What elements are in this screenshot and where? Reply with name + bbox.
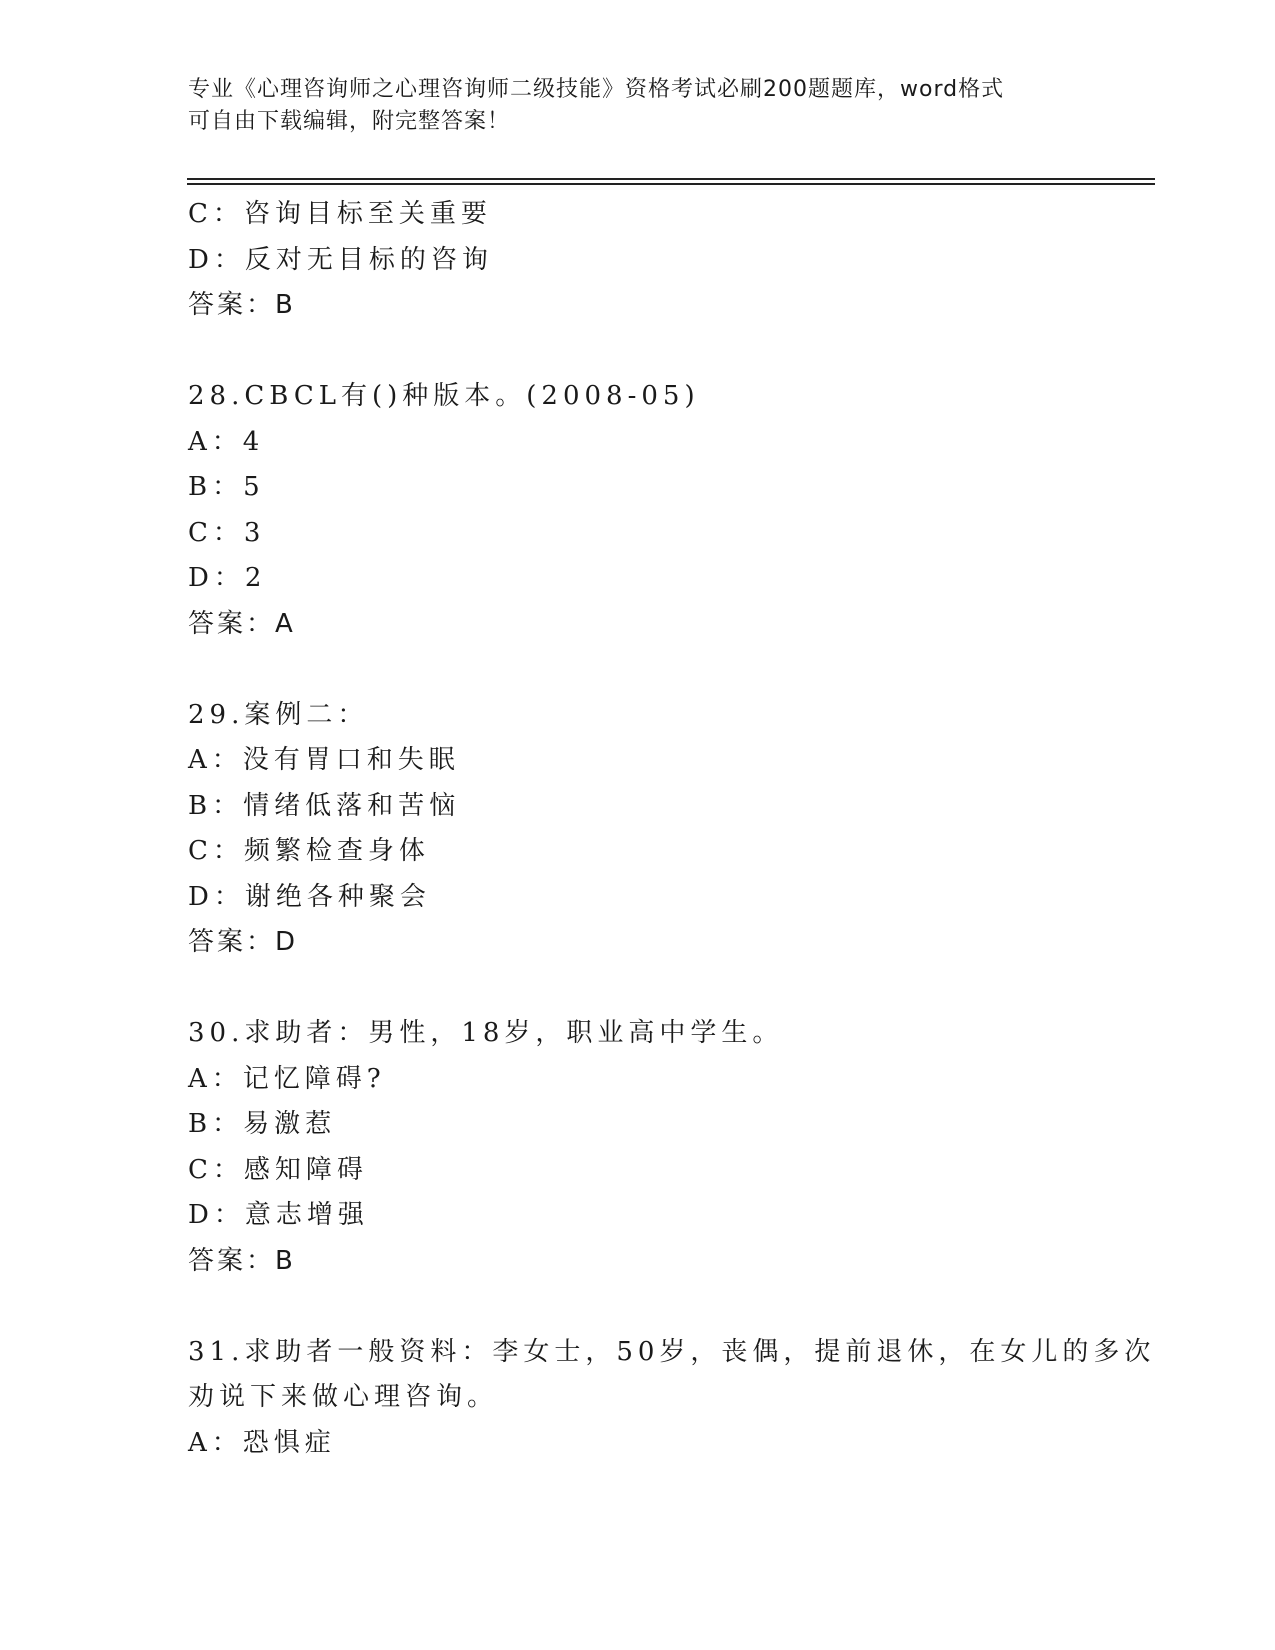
- question-27-continuation: [188, 192, 1148, 329]
- header-divider-bottom: [187, 183, 1155, 185]
- question-29: [188, 693, 1148, 966]
- option-c: C：频繁检查身体: [188, 836, 430, 866]
- question-28: [188, 374, 1148, 647]
- option-a: A：没有胃口和失眠: [188, 745, 460, 775]
- header-title-line-1: 专业《心理咨询师之心理咨询师二级技能》资格考试必刷200题题库，word格式: [188, 77, 1005, 102]
- spacer: [188, 647, 1148, 693]
- option-d: D：谢绝各种聚会: [188, 881, 431, 912]
- option-d: D：意志增强: [188, 1200, 369, 1230]
- answer-line: 答案：B: [188, 290, 296, 320]
- spacer: [188, 329, 1148, 375]
- question-stem: 30.求助者：男性，18岁，职业高中学生。: [188, 1018, 784, 1048]
- answer-line: 答案：B: [188, 1245, 296, 1276]
- option-d: D：反对无目标的咨询: [188, 244, 493, 275]
- question-stem-line-1: 31.求助者一般资料：李女士，50岁，丧偶，提前退休，在女儿的多次: [188, 1336, 1156, 1367]
- question-stem: 29.案例二：: [188, 699, 369, 730]
- option-c: C：感知障碍: [188, 1154, 368, 1185]
- answer-line: 答案：A: [188, 608, 296, 639]
- question-stem-line-2: 劝说下来做心理咨询。: [188, 1382, 499, 1412]
- option-a: A：恐惧症: [188, 1427, 336, 1458]
- header-divider-top: [187, 178, 1155, 180]
- answer-line: 答案：D: [188, 927, 299, 957]
- spacer: [188, 1284, 1148, 1330]
- question-31: [188, 1330, 1156, 1467]
- option-a: A：记忆障碍?: [188, 1063, 386, 1094]
- option-b: B：易激惹: [188, 1109, 337, 1139]
- option-a: A：4: [188, 426, 265, 457]
- document-header: [188, 74, 1068, 138]
- question-stem: 28.CBCL有()种版本。(2008-05): [188, 381, 700, 411]
- option-d: D：2: [188, 563, 267, 593]
- spacer: [188, 966, 1148, 1012]
- option-c: C：咨询目标至关重要: [188, 199, 492, 229]
- option-c: C：3: [188, 517, 266, 548]
- question-list: [188, 192, 1156, 1466]
- question-30: [188, 1011, 1148, 1284]
- header-title-line-2: 可自由下载编辑，附完整答案！: [188, 109, 511, 134]
- option-b: B：5: [188, 472, 265, 502]
- option-b: B：情绪低落和苦恼: [188, 790, 461, 821]
